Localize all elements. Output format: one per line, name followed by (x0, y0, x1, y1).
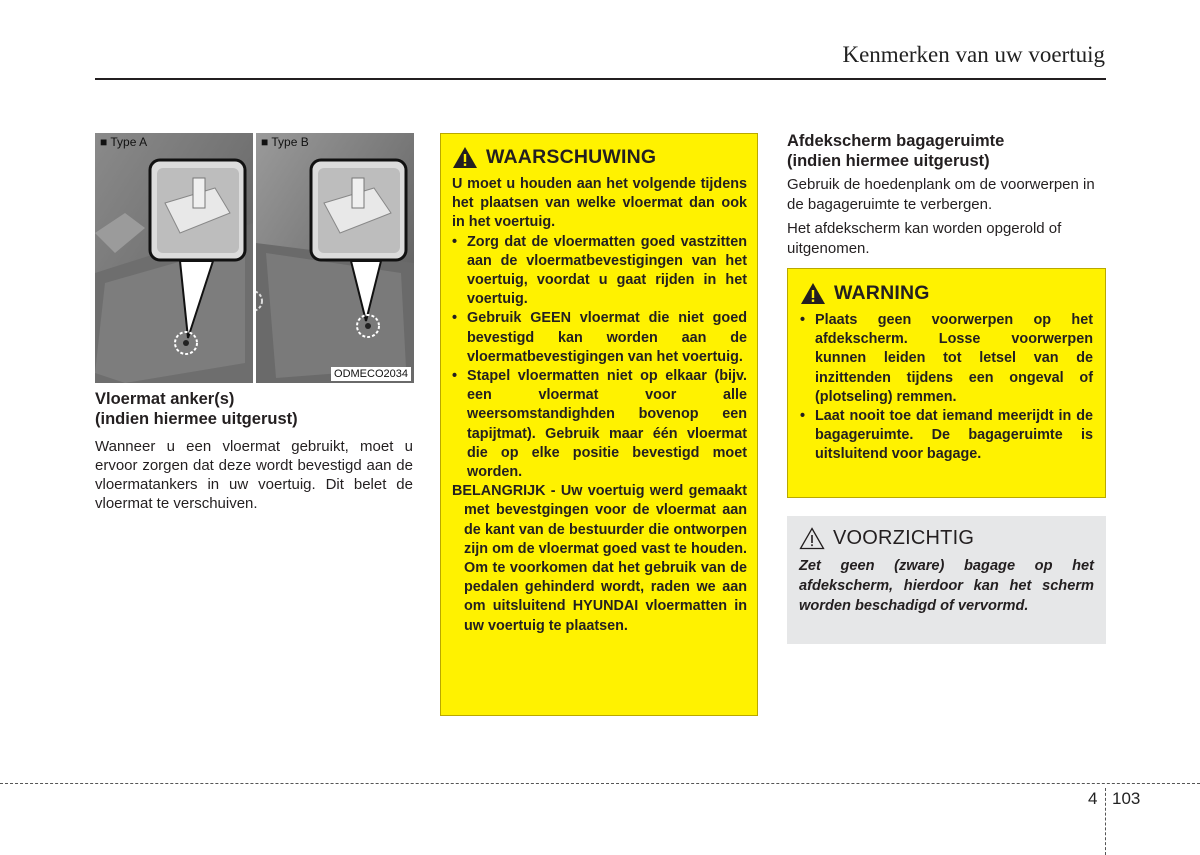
caution-text: Zet geen (zware) bagage op het afdekscherm, hierdoor kan het scherm worden beschadigd of vervormd. (799, 558, 1094, 614)
caution-heading: VOORZICHTIG (799, 527, 1094, 550)
photo-type-a (95, 133, 253, 383)
caution-triangle-icon (799, 527, 825, 550)
type-b-label: ■ Type B (261, 135, 309, 149)
floor-mat-paragraph: Wanneer u een vloermat gebruikt, moet u ervoor zorgen dat deze wordt bevestigd aan de vloermatankers in uw voertuig. Dit belet de vloermat te verschuiven. (95, 438, 413, 512)
footer-vertical-dashed-rule (1105, 788, 1106, 855)
warning-box-cargo-cover (787, 268, 1106, 498)
footer-dashed-rule (0, 783, 1200, 784)
warning-bullet: • Stapel vloermatten niet op elkaar (bijv. een vloermat voor alle weersomstandighden bovenop een tapijtmat). Gebruik maar één vloermat die op elke positie bevestigd moet worden. (452, 368, 747, 481)
warning-bullet: • Zorg dat de vloermatten goed vastzitten aan de vloermatbevestigingen van het voertuig, voordat u gaat rijden in het voertuig. (452, 233, 747, 308)
caution-box (787, 516, 1106, 644)
cargo-cover-title: Afdekscherm bagageruimte (indien hiermee uitgerust) (787, 132, 1005, 170)
header-rule (95, 78, 1106, 80)
warning-box-floor-mats (440, 133, 758, 716)
warning-heading: WARNING (800, 282, 1093, 305)
page-header-title: Kenmerken van uw voertuig (842, 42, 1105, 67)
floor-mat-anchor-figure (95, 133, 414, 383)
warning-bullet: • Plaats geen voorwerpen op het afdekscherm. Losse voorwerpen kunnen leiden tot letsel van de inzittenden tijdens een ongeval of (plotseling) remmen. (800, 312, 1093, 405)
chapter-number: 4 (1088, 789, 1098, 808)
warning-intro: U moet u houden aan het volgende tijdens het plaatsen van welke vloermat dan ook in het voertuig. (452, 176, 747, 231)
cargo-cover-paragraph-2: Het afdekscherm kan worden opgerold of uitgenomen. (787, 220, 1062, 257)
warning-bullet: • Gebruik GEEN vloermat die niet goed bevestigd kan worden aan de vloermatbevestigingen van het voertuig. (452, 310, 747, 365)
floor-mat-section (95, 389, 413, 513)
warning-triangle-icon (452, 146, 478, 169)
type-a-label: ■ Type A (100, 135, 148, 149)
warning-triangle-icon (800, 282, 826, 305)
page-number: 103 (1112, 789, 1141, 808)
cargo-cover-paragraph-1: Gebruik de hoedenplank om de voorwerpen in de bagageruimte te verbergen. (787, 176, 1095, 213)
cargo-cover-section (787, 131, 1107, 259)
floor-mat-title: Vloermat anker(s) (indien hiermee uitgerust) (95, 390, 298, 428)
warning-heading: WAARSCHUWING (452, 146, 747, 169)
image-code: ODMECO2034 (331, 367, 411, 381)
warning-bullet: • Laat nooit toe dat iemand meerijdt in de bagageruimte. De bagageruimte is uitsluitend voor bagage. (800, 408, 1093, 463)
photo-type-b (256, 133, 414, 383)
warning-important-note: BELANGRIJK - Uw voertuig werd gemaakt met bevestgingen voor de vloermat aan de kant van de bestuurder die ontworpen zijn om de vloermat goed vast te houden. Om te voorkomen dat het gebruik van de pedalen gehinderd wordt, raden we aan om uitsluitend HYUNDAI vloermatten in uw voertuig te plaatsen. (452, 483, 747, 634)
